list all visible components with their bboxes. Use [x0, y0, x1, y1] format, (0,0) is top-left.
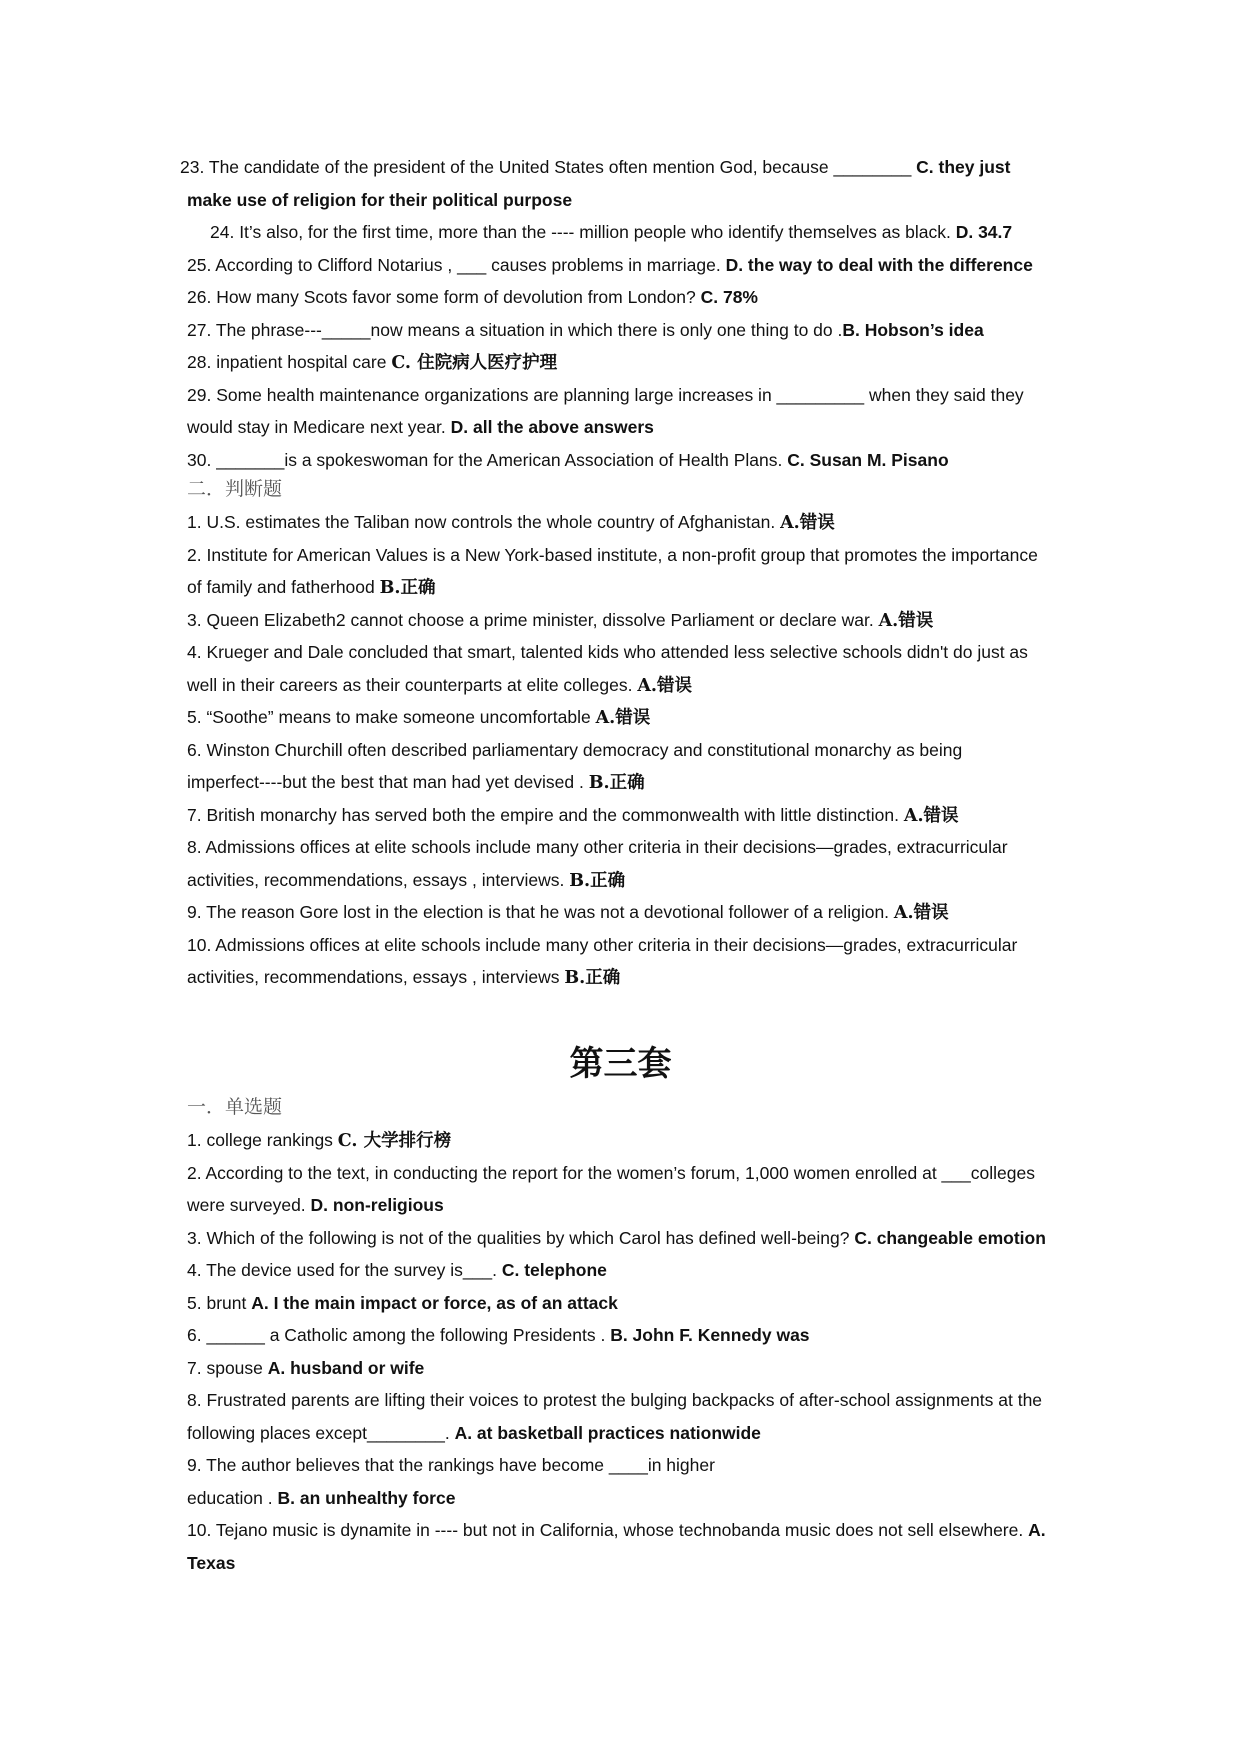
question-text: 3. Queen Elizabeth2 cannot choose a prime minister, dissolve Parliament or declare war. [187, 609, 879, 630]
question-line [187, 1389, 1042, 1411]
answer-text: A.错误 [903, 805, 959, 826]
answer-text: A.错误 [780, 513, 835, 533]
question-text: 6. Winston Churchill often described parliamentary democracy and constitutional monarchy as being [187, 739, 963, 760]
section-heading-single-choice: 一．单选题 [187, 1096, 283, 1118]
answer-text: D. 34.7 [955, 222, 1013, 242]
question-text: 10. Admissions offices at elite schools include many other criteria in their decisions—grades, extracurricular [187, 934, 1018, 955]
answer-text: B.正确 [588, 773, 645, 793]
answer-text: B.正确 [564, 968, 621, 988]
question-text: 5. “Soothe” means to make someone uncomfortable [187, 707, 596, 727]
question-line [187, 1129, 451, 1152]
question-line [187, 1259, 607, 1281]
question-line [187, 1519, 1046, 1541]
question-line [187, 1324, 810, 1346]
section-heading-true-false: 二．判断题 [187, 478, 283, 500]
answer-text: C. they just [916, 157, 1011, 177]
answer-text: make use of religion for their political purpose [187, 189, 573, 210]
question-line [187, 1194, 444, 1216]
question-text: 23. The candidate of the president of the United States often mention God, because ________ [180, 157, 917, 177]
question-line [187, 1227, 1046, 1249]
question-line [187, 189, 572, 211]
answer-text: A.错误 [893, 903, 949, 923]
question-line [187, 934, 1017, 956]
question-text: 7. spouse [187, 1357, 268, 1378]
question-text: education . [187, 1487, 278, 1508]
set-title: 第三套 [569, 1044, 672, 1084]
answer-text: A. at basketball practices nationwide [454, 1422, 761, 1443]
question-line [187, 966, 620, 989]
question-text: 29. Some health maintenance organizations are planning large increases in _________ when they said they [187, 384, 1024, 405]
answer-text: A.错误 [595, 708, 651, 728]
answer-text: Texas [187, 1552, 236, 1573]
question-text: 26. How many Scots favor some form of devolution from London? [187, 287, 701, 307]
answer-text: A.错误 [637, 675, 693, 696]
question-line [187, 449, 949, 471]
answer-text: C. changeable emotion [854, 1227, 1046, 1248]
question-text: 3. Which of the following is not of the qualities by which Carol has defined well-being? [187, 1227, 855, 1248]
question-line [187, 901, 949, 924]
question-line [187, 1454, 715, 1476]
question-text: 28. inpatient hospital care [187, 352, 392, 372]
question-text: 24. It’s also, for the first time, more than the ---- million people who identify themselves as black. [210, 222, 956, 242]
question-line [180, 156, 1011, 178]
question-text: 27. The phrase---_____now means a situation in which there is only one thing to do . [187, 319, 843, 340]
answer-text: B. John F. Kennedy was [610, 1325, 810, 1345]
question-text: of family and fatherhood [187, 577, 380, 597]
answer-text: B. an unhealthy force [277, 1487, 456, 1508]
answer-text: B. Hobson’s idea [842, 319, 984, 340]
question-line [187, 351, 557, 374]
answer-text: C. Susan M. Pisano [787, 449, 949, 470]
question-line [187, 254, 1033, 276]
question-text: 7. British monarchy has served both the empire and the commonwealth with little distinction. [187, 804, 904, 825]
question-text: imperfect----but the best that man had yet devised . [187, 772, 589, 792]
question-line [210, 221, 1012, 243]
question-line [187, 674, 692, 697]
question-line [187, 416, 654, 438]
answer-text: D. all the above answers [450, 417, 654, 437]
question-line [187, 384, 1024, 406]
question-text: activities, recommendations, essays , interviews. [187, 869, 570, 890]
question-line [187, 1292, 618, 1314]
answer-text: A.错误 [878, 610, 934, 631]
question-text: well in their careers as their counterparts at elite colleges. [187, 674, 638, 695]
question-text: 10. Tejano music is dynamite in ---- but not in California, whose technobanda music does not sell elsewhere. [187, 1520, 1029, 1540]
answer-text: C. telephone [501, 1260, 607, 1280]
question-text: 9. The reason Gore lost in the election is that he was not a devotional follower of a religion. [187, 902, 894, 922]
answer-text: A. husband or wife [267, 1357, 425, 1378]
question-line [187, 286, 758, 308]
question-line [187, 511, 835, 534]
question-text: 4. The device used for the survey is___. [187, 1260, 502, 1280]
question-line [187, 1357, 424, 1379]
answer-text: A. I the main impact or force, as of an attack [251, 1292, 618, 1313]
question-line [187, 319, 984, 341]
question-line [187, 771, 645, 794]
question-line [187, 836, 1008, 858]
question-line [187, 869, 625, 892]
question-text: were surveyed. [187, 1195, 311, 1215]
question-text: 2. Institute for American Values is a New York-based institute, a non-profit group that promotes the importance [187, 544, 1038, 565]
question-text: following places except________. [187, 1422, 455, 1443]
question-text: 8. Frustrated parents are lifting their voices to protest the bulging backpacks of after-school assignments at the [187, 1390, 1043, 1410]
answer-text: B.正确 [569, 870, 626, 891]
answer-text: D. non-religious [310, 1195, 444, 1215]
answer-text: C. 住院病人医疗护理 [391, 353, 558, 373]
question-text: 9. The author believes that the rankings have become ____in higher [187, 1455, 715, 1475]
question-line [187, 1552, 235, 1574]
question-text: 1. college rankings [187, 1130, 338, 1150]
question-line [187, 739, 962, 761]
question-line [187, 804, 959, 827]
question-text: 30. _______is a spokeswoman for the American Association of Health Plans. [187, 449, 788, 470]
question-line [187, 1162, 1035, 1184]
answer-text: A. [1028, 1520, 1046, 1540]
question-text: 5. brunt [187, 1292, 252, 1313]
question-text: 6. ______ a Catholic among the following Presidents . [187, 1325, 611, 1345]
question-text: 25. According to Clifford Notarius , ___ causes problems in marriage. [187, 254, 726, 275]
question-text: 8. Admissions offices at elite schools include many other criteria in their decisions—grades, extracurricular [187, 837, 1008, 857]
question-text: would stay in Medicare next year. [187, 417, 451, 437]
answer-text: C. 大学排行榜 [337, 1131, 452, 1151]
question-line [187, 576, 436, 599]
question-text: 4. Krueger and Dale concluded that smart, talented kids who attended less selective schools didn't do just as [187, 642, 1028, 662]
question-line [187, 609, 933, 632]
question-line [187, 1422, 761, 1444]
answer-text: D. the way to deal with the difference [725, 254, 1033, 275]
question-text: 1. U.S. estimates the Taliban now controls the whole country of Afghanistan. [187, 512, 781, 532]
question-text: 2. According to the text, in conducting the report for the women’s forum, 1,000 women enrolled at ___colleges [187, 1162, 1035, 1183]
question-text: activities, recommendations, essays , interviews [187, 967, 565, 987]
answer-text: B.正确 [379, 578, 436, 598]
question-line [187, 706, 650, 729]
question-line [187, 1487, 455, 1509]
question-line [187, 544, 1038, 566]
answer-text: C. 78% [700, 287, 758, 307]
question-line [187, 641, 1028, 663]
